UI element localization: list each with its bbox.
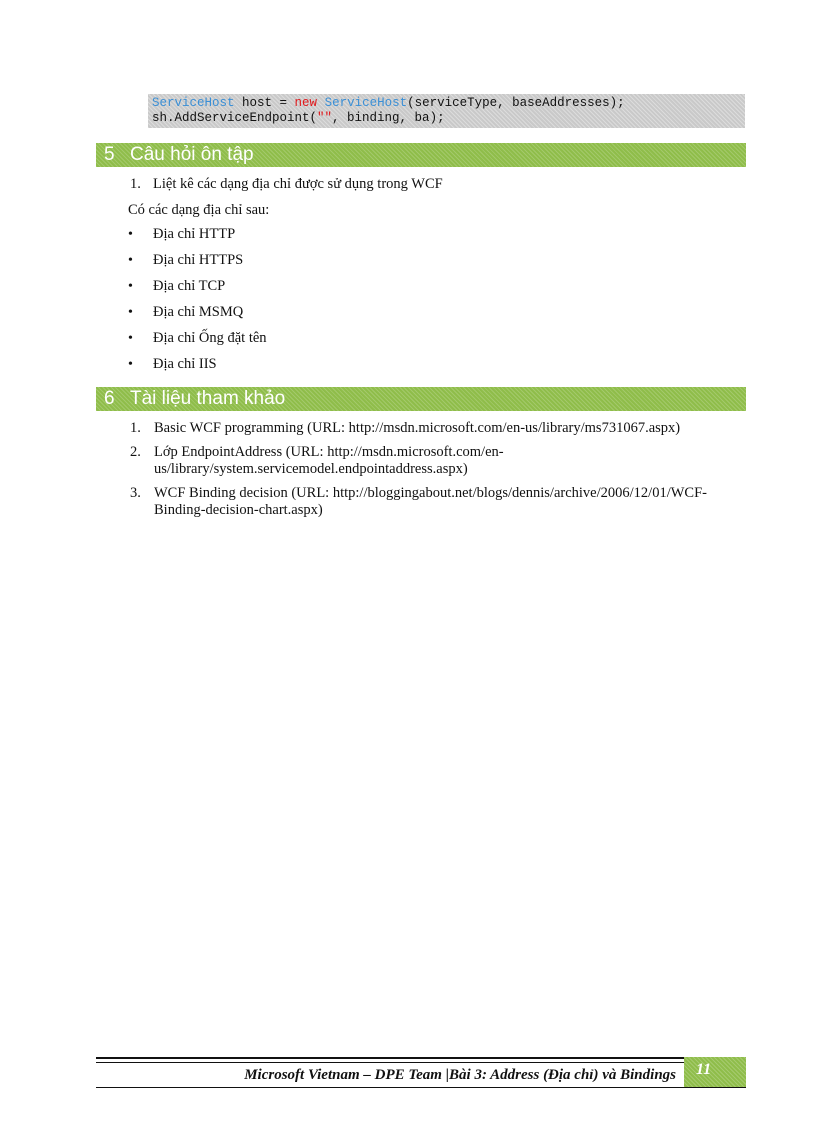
reference-item [154,444,744,478]
reference-number: 2. [130,444,141,460]
list-item: Địa chỉ HTTPS [153,252,244,268]
page-number: 11 [696,1061,712,1078]
question-text: Liệt kê các dạng địa chỉ được sử dụng trong WCF [153,176,443,192]
code-line-2: sh.AddServiceEndpoint("", binding, ba); [152,111,445,125]
answer-intro: Có các dạng địa chỉ sau: [128,202,270,218]
reference-line: Lớp EndpointAddress (URL: http://msdn.microsoft.com/en- [154,444,504,460]
reference-line: Basic WCF programming (URL: http://msdn.microsoft.com/en-us/library/ms731067.aspx) [154,420,681,436]
list-item: Địa chỉ Ống đặt tên [153,330,267,346]
reference-item [154,485,744,519]
reference-item [154,420,744,437]
page-number-box [684,1057,746,1087]
list-item: Địa chỉ HTTP [153,226,236,242]
reference-line: WCF Binding decision (URL: http://bloggingabout.net/blogs/dennis/archive/2006/12/01/WCF- [154,485,707,501]
reference-line: us/library/system.servicemodel.endpointaddress.aspx) [154,461,468,477]
bullet-icon: • [128,253,133,268]
reference-number: 1. [130,420,141,436]
footer-title: Microsoft Vietnam – DPE Team |Bài 3: Address (Địa chỉ) và Bindings [244,1067,676,1083]
question-number: 1. [130,176,141,192]
list-item: Địa chỉ TCP [153,278,226,294]
section-5-title: Câu hỏi ôn tập [130,144,254,165]
list-item: Địa chỉ IIS [153,356,217,372]
list-item: Địa chỉ MSMQ [153,304,244,320]
section-5-number: 5 [104,144,115,165]
bullet-icon: • [128,279,133,294]
footer-divider [96,1057,686,1059]
section-6-title: Tài liệu tham khảo [130,388,286,409]
section-5-heading [96,143,746,167]
footer-divider [96,1087,746,1088]
bullet-icon: • [128,305,133,320]
bullet-icon: • [128,227,133,242]
footer-divider [96,1062,686,1063]
reference-line: Binding-decision-chart.aspx) [154,502,323,518]
section-6-number: 6 [104,388,115,409]
reference-number: 3. [130,485,141,501]
code-line-1: ServiceHost host = new ServiceHost(serviceType, baseAddresses); [152,96,625,110]
section-6-heading [96,387,746,411]
bullet-icon: • [128,331,133,346]
bullet-icon: • [128,357,133,372]
code-snippet [148,94,745,128]
